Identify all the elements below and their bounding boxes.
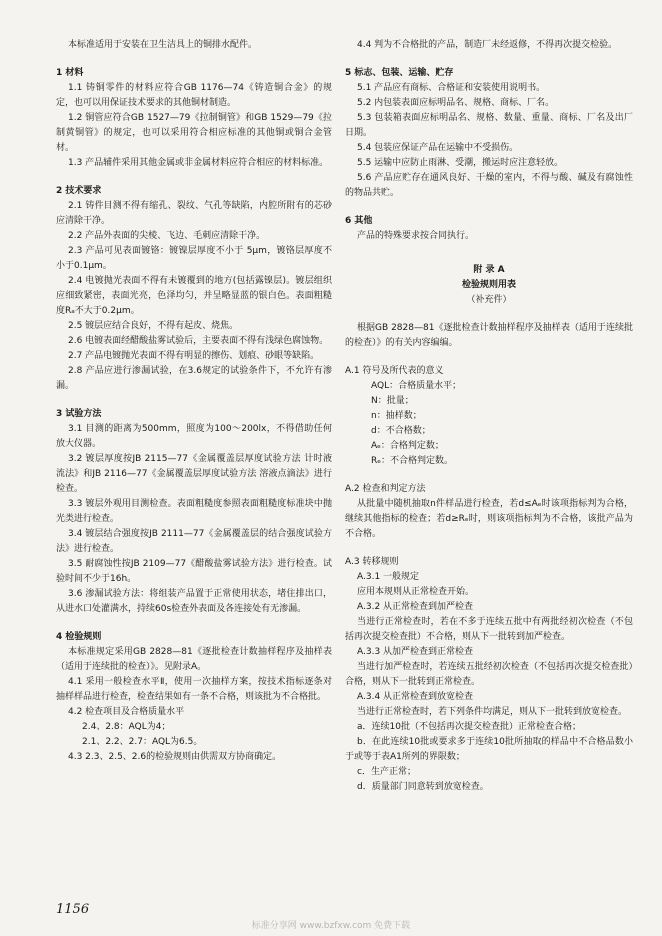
paragraph: 3.1 目测的距离为500mm，照度为100～200lx，不得借助任何放大仪器。 (56, 424, 332, 449)
paragraph: 5.2 内包装表面应标明品名、规格、商标、厂名。 (357, 98, 555, 108)
paragraph: 4.1 采用一般检查水平Ⅱ，使用一次抽样方案，按技术指标逐条对抽样样品进行检查，检查结果如有一条不合格，则该批为不合格批。 (56, 677, 332, 702)
paragraph: 3.3 镀层外观用目测检查。表面粗糙度参照表面粗糙度标准块中抛光类进行检查。 (56, 499, 332, 524)
paragraph: 3.4 镀层结合强度按JB 2111—77《金属覆盖层的结合强度试验方法》进行检查。 (56, 529, 332, 554)
page-number: 1156 (56, 902, 90, 917)
paragraph: d：不合格数； (371, 426, 431, 436)
section-heading: 4 检验规则 (56, 632, 102, 642)
section-heading: 2 技术要求 (56, 186, 102, 196)
paragraph: 2.3 产品可见表面镀铬：镀镍层厚度不小于 5μm，镀铬层厚度不小于0.1μm。 (56, 246, 332, 271)
paragraph: 3.2 镀层厚度按JB 2115—77《金属覆盖层厚度试验方法 计时液流法》和JB 2116—77《金属覆盖层厚度试验方法 溶液点滴法》进行检查。 (56, 454, 332, 494)
paragraph: A.3.4 从正常检查到放宽检查 (357, 692, 474, 702)
spacer (345, 351, 633, 364)
paragraph: d．质量部门同意转到放宽检查。 (357, 782, 489, 792)
paragraph: AQL：合格质量水平； (371, 381, 462, 391)
paragraph: 1.3 产品辅件采用其他金属或非金属材料应符合相应的材料标准。 (68, 158, 329, 168)
paragraph: 产品的特殊要求按合同执行。 (357, 231, 475, 241)
spacer (345, 53, 633, 66)
paragraph: 1.1 铸铜零件的材料应符合GB 1176—74《铸造铜合金》的规定，也可以用保证技术要求的其他铜材制造。 (56, 83, 332, 108)
section-heading: 检验规则用表 (461, 280, 516, 290)
spacer (345, 542, 633, 555)
paragraph: Aₑ：合格判定数； (371, 441, 444, 451)
paragraph: 4.4 判为不合格批的产品，制造厂未经返修，不得再次提交检验。 (357, 40, 618, 50)
paragraph: A.2 检查和判定方法 (345, 484, 426, 494)
spacer (345, 308, 633, 321)
paragraph: 5.1 产品应有商标、合格证和安装使用说明书。 (357, 83, 546, 93)
paragraph: b．在此连续10批或要求多于连续10批所抽取的样品中不合格品数小于或等于表A1所列的界限数； (345, 737, 633, 762)
paragraph: 2.6 电镀表面经醋酸盐雾试验后，主要表面不得有浅绿色腐蚀物。 (68, 336, 329, 346)
paragraph: 本标准适用于安装在卫生洁具上的铜排水配件。 (68, 40, 258, 50)
paragraph: 5.4 包装应保证产品在运输中不受损伤。 (357, 143, 519, 153)
paragraph: A.3.1 一般规定 (357, 572, 420, 582)
paragraph: 当进行正常检查时，若下列条件均满足，则从下一批转到放宽检查。 (357, 707, 628, 717)
paragraph: 2.5 镀层应结合良好，不得有起皮、烧焦。 (68, 321, 239, 331)
spacer (56, 53, 332, 66)
paragraph: 3.5 耐腐蚀性按JB 2109—77《醋酸盐雾试验方法》进行检查。试验时间不少于16h。 (56, 559, 332, 584)
paragraph: A.3.2 从正常检查到加严检查 (357, 602, 474, 612)
paragraph: （补充件） (466, 295, 512, 305)
paragraph: A.1 符号及所代表的意义 (345, 366, 444, 376)
section-heading: 附 录 A (473, 265, 505, 275)
paragraph: 当进行正常检查时，若在不多于连续五批中有两批经初次检查（不包括再次提交检查批）不合格，则从下一批转到加严检查。 (345, 617, 633, 642)
paragraph: c．生产正常； (357, 767, 416, 777)
watermark: 标准分享网 www.bzfxw.com 免费下载 (251, 921, 411, 931)
spacer (345, 469, 633, 482)
section-heading: 5 标志、包装、运输、贮存 (345, 68, 454, 78)
paragraph: N：批量； (371, 396, 414, 406)
paragraph: 本标准规定采用GB 2828—81《逐批检查计数抽样程序及抽样表（适用于连续批的检查）》。见附录A。 (56, 647, 332, 672)
paragraph: A.3.3 从加严检查到正常检查 (357, 647, 474, 657)
paragraph: 2.2 产品外表面的尖棱、飞边、毛刺应清除干净。 (68, 231, 266, 241)
paragraph: A.3 转移规则 (345, 557, 399, 567)
spacer (56, 171, 332, 184)
paragraph: 5.5 运输中应防止雨淋、受潮，搬运时应注意轻放。 (357, 158, 564, 168)
paragraph: Rₑ：不合格判定数。 (371, 456, 454, 466)
section-heading: 6 其他 (345, 216, 373, 226)
paragraph: 2.7 产品电镀抛光表面不得有明显的擦伤、划痕、砂眼等缺陷。 (68, 351, 320, 361)
paragraph: 4.3 2.3、2.5、2.6的检验规则由供需双方协商确定。 (68, 752, 282, 762)
paragraph: n：抽样数； (371, 411, 422, 421)
paragraph: 4.2 检查项目及合格质量水平 (68, 707, 185, 717)
paragraph: 根据GB 2828—81《逐批检查计数抽样程序及抽样表（适用于连续批的检查）》的有关内容编编。 (345, 323, 633, 348)
paragraph: 2.8 产品应进行渗漏试验，在3.6规定的试验条件下，不允许有渗漏。 (56, 366, 332, 391)
right-column (345, 38, 633, 795)
paragraph: 5.3 包装箱表面应标明品名、规格、数量、重量、商标、厂名及出厂日期。 (345, 113, 633, 138)
spacer (56, 394, 332, 407)
spacer (345, 201, 633, 214)
paragraph: 从批量中随机抽取n件样品进行检查，若d≤Aₑ时该项指标判为合格，继续其他指标的检查；若d≥Rₑ时，则该项指标判为不合格，该批产品为不合格。 (345, 499, 633, 539)
spacer (56, 617, 332, 630)
paragraph: 3.6 渗漏试验方法：将组装产品置于正常使用状态，堵住排出口，从进水口处灌满水，持续60s检查外表面及各连接处有无渗漏。 (56, 589, 332, 614)
paragraph: 2.1 铸件目测不得有缩孔、裂纹、气孔等缺陷，内腔所附有的芯砂应清除干净。 (56, 201, 332, 226)
spacer (345, 244, 633, 263)
left-column (56, 38, 332, 765)
section-heading: 1 材料 (56, 68, 84, 78)
paragraph: 1.2 铜管应符合GB 1527—79《拉制铜管》和GB 1529—79《拉制黄铜管》的规定，也可以采用符合相应标准的其他铜或铜合金管材。 (56, 113, 332, 153)
paragraph: a．连续10批（不包括再次提交检查批）正常检查合格； (357, 722, 581, 732)
paragraph: 2.1、2.2、2.7：AQL为6.5。 (82, 737, 203, 747)
paragraph: 应用本规则从正常检查开始。 (357, 587, 475, 597)
section-heading: 3 试验方法 (56, 409, 102, 419)
paragraph: 2.4 电镀抛光表面不得有未镀覆到的地方(包括露镍层)。镀层组织应细致紧密，表面光亮，色泽均匀，并呈略显蓝的银白色。表面粗糙度Rₐ不大于0.2μm。 (56, 276, 332, 316)
paragraph: 2.4、2.8：AQL为4； (82, 722, 171, 732)
paragraph: 5.6 产品应贮存在通风良好、干燥的室内，不得与酸、碱及有腐蚀性的物品共贮。 (345, 173, 633, 198)
paragraph: 当进行加严检查时，若连续五批经初次检查（不包括再次提交检查批）合格，则从下一批转到正常检查。 (345, 662, 633, 687)
